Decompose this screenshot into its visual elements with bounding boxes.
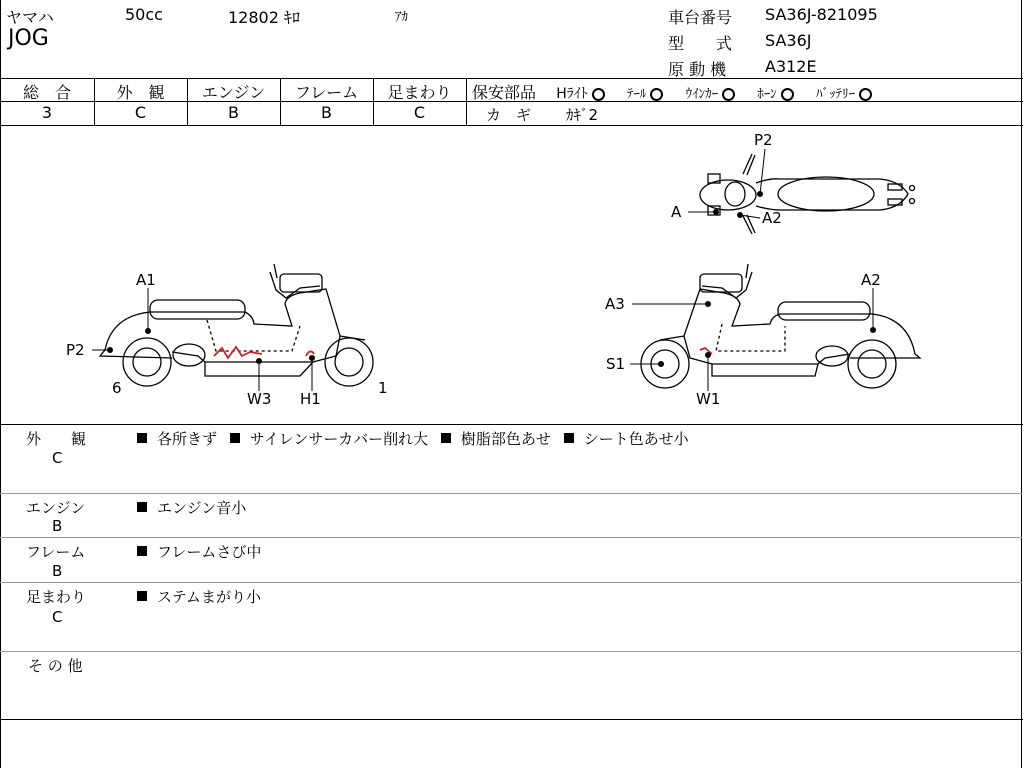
notes-exterior-label: 外 観 xyxy=(26,430,87,448)
note-item: サイレンサーカバー削れ大 xyxy=(249,430,429,448)
tail-label: ﾃｰﾙ xyxy=(626,87,647,102)
label-left-6: 6 xyxy=(112,379,122,397)
exterior-value: C xyxy=(134,103,147,122)
note-item: シート色あせ小 xyxy=(583,430,689,448)
battery-label: ﾊﾞｯﾃﾘｰ xyxy=(815,87,855,102)
tail-ok-icon xyxy=(650,88,663,101)
frame-number-label: 車台番号 xyxy=(668,8,733,27)
bullet-icon xyxy=(564,433,574,443)
label-left-a1: A1 xyxy=(136,271,156,289)
headlight-ok-icon xyxy=(592,88,605,101)
bullet-icon xyxy=(441,433,451,443)
label-right-s1: S1 xyxy=(606,355,626,373)
notes-frame-grade: B xyxy=(52,562,63,580)
notes-exterior-items xyxy=(137,428,689,449)
engine-model-label: 原 動 機 xyxy=(668,60,727,79)
note-item: 樹脂部色あせ xyxy=(460,430,551,448)
damage-mark-w3 xyxy=(214,347,262,358)
label-left-p2: P2 xyxy=(66,341,85,359)
battery-ok-icon xyxy=(859,88,872,101)
notes-suspension-grade: C xyxy=(52,608,63,626)
engine-value: B xyxy=(228,103,239,122)
exterior-label: 外 観 xyxy=(116,83,165,102)
note-item: 各所きず xyxy=(157,430,218,448)
label-right-a3: A3 xyxy=(605,295,625,313)
bullet-icon xyxy=(137,546,147,556)
scooter-top-view xyxy=(700,154,915,234)
notes-frame-label: フレーム xyxy=(26,543,86,561)
notes-exterior-grade: C xyxy=(52,449,63,467)
model-name: JOG xyxy=(8,26,49,51)
label-left-w3: W3 xyxy=(247,390,272,408)
maker: ヤマハ xyxy=(6,8,54,27)
frame-label: フレーム xyxy=(294,83,359,102)
displacement: 50cc xyxy=(125,5,163,24)
key-label: カ ギ xyxy=(486,106,532,124)
headlight-label: Hﾗｲﾄ xyxy=(556,86,588,102)
engine-model-value: A312E xyxy=(765,57,817,76)
damage-diagram xyxy=(0,126,1022,424)
horn-label: ﾎｰﾝ xyxy=(757,87,777,102)
label-top-a: A xyxy=(671,203,682,221)
safety-parts-row xyxy=(472,80,872,103)
label-left-h1: H1 xyxy=(300,390,321,408)
bullet-icon xyxy=(137,502,147,512)
suspension-value: C xyxy=(413,103,426,122)
notes-engine-grade: B xyxy=(52,517,63,535)
label-left-1: 1 xyxy=(378,379,388,397)
horn-ok-icon xyxy=(781,88,794,101)
key-value: ｶｷﾞ2 xyxy=(566,106,599,124)
overall-label: 総 合 xyxy=(22,83,71,102)
winker-ok-icon xyxy=(722,88,735,101)
notes-other-label: そ の 他 xyxy=(28,657,83,675)
bullet-icon xyxy=(137,433,147,443)
body-color: ｱｶ xyxy=(395,10,408,25)
bullet-icon xyxy=(230,433,240,443)
suspension-label: 足まわり xyxy=(387,83,452,102)
notes-engine-items xyxy=(137,497,246,518)
notes-engine-label: エンジン xyxy=(26,499,86,517)
label-top-a2: A2 xyxy=(762,209,782,227)
note-item: ステムまがり小 xyxy=(157,588,261,606)
frame-number: SA36J-821095 xyxy=(765,5,878,24)
safety-parts-label: 保安部品 xyxy=(472,83,537,102)
engine-label: エンジン xyxy=(201,83,266,102)
notes-suspension-label: 足まわり xyxy=(26,588,87,606)
label-top-p2: P2 xyxy=(754,131,773,149)
label-right-w1: W1 xyxy=(696,390,721,408)
note-item: フレームさび中 xyxy=(157,543,262,561)
bullet-icon xyxy=(137,591,147,601)
winker-label: ｳｲﾝｶｰ xyxy=(685,87,719,102)
overall-value: 3 xyxy=(41,103,53,122)
note-item: エンジン音小 xyxy=(157,499,247,517)
mileage: 12802 ｷﾛ xyxy=(228,8,300,27)
frame-value: B xyxy=(321,103,332,122)
type-value: SA36J xyxy=(765,31,812,50)
type-label: 型 式 xyxy=(668,34,733,53)
label-right-a2: A2 xyxy=(861,271,881,289)
notes-suspension-items xyxy=(137,586,261,607)
notes-frame-items xyxy=(137,541,261,562)
